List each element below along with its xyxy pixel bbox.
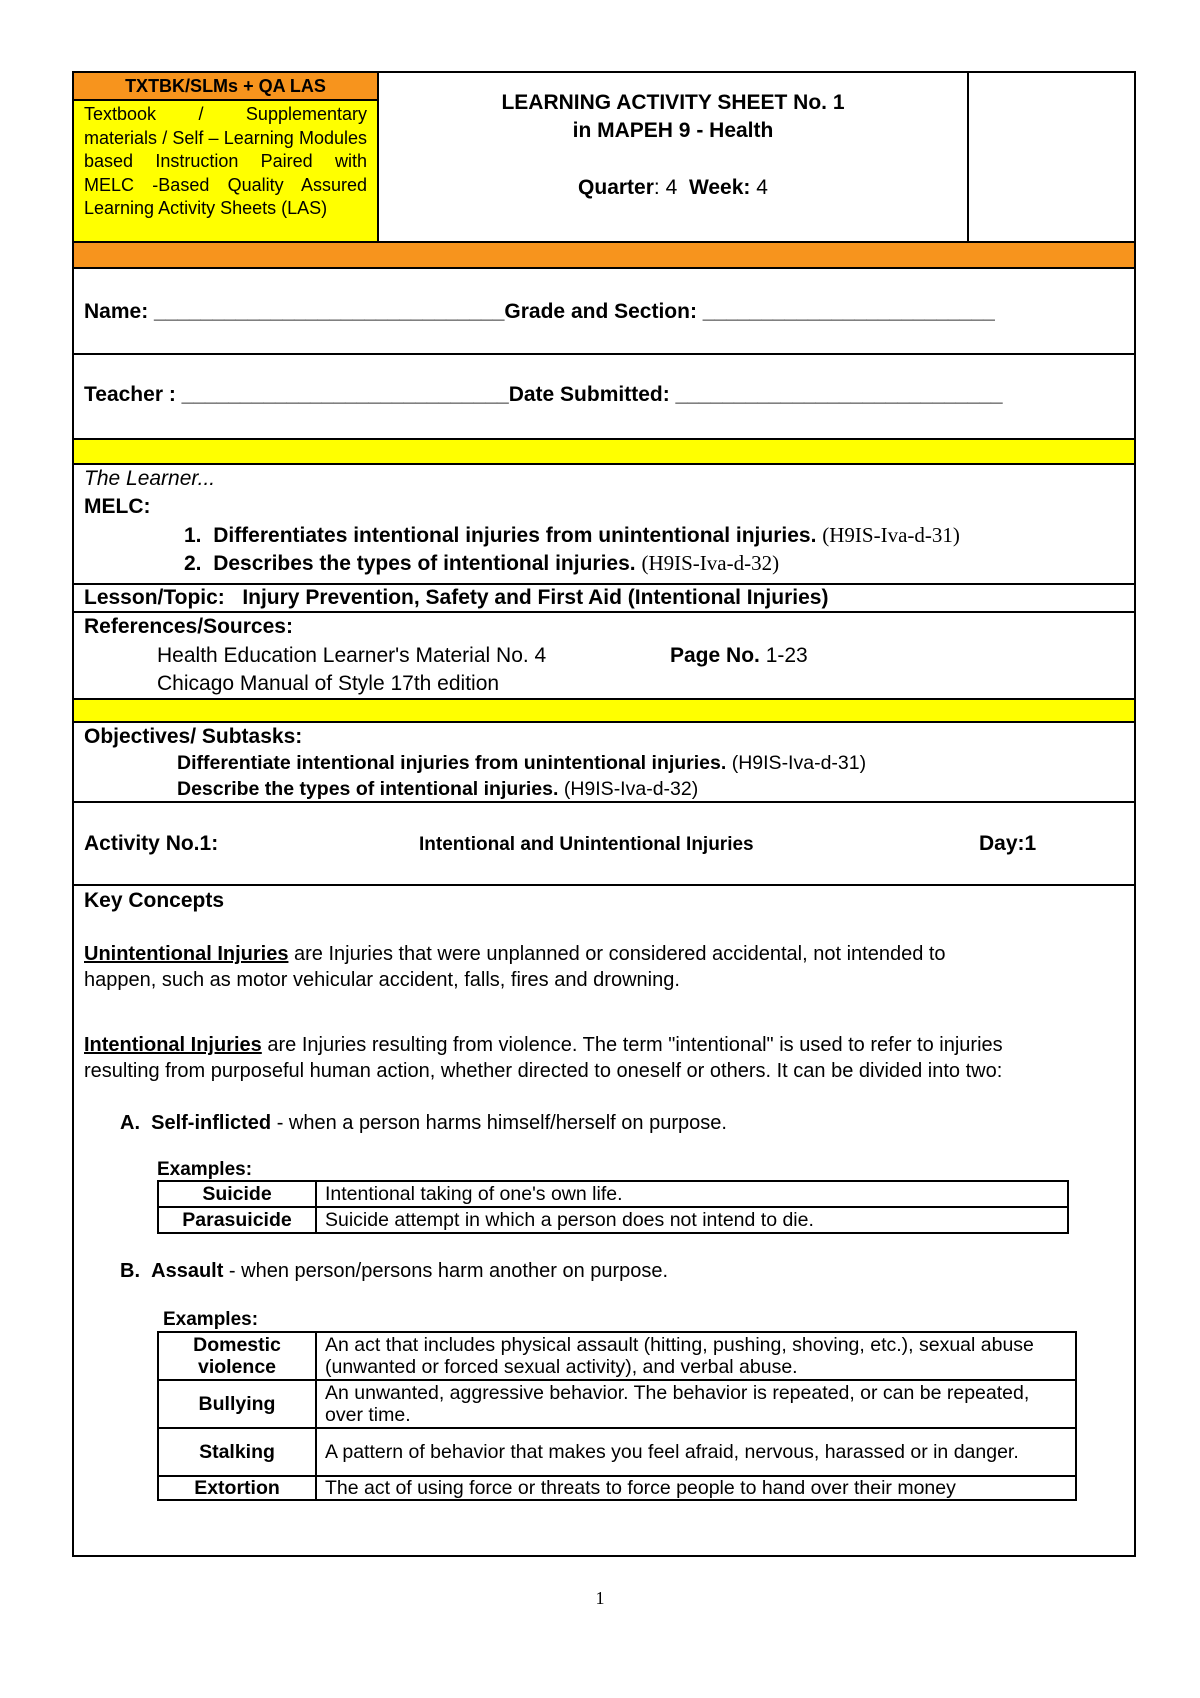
melc-item-1 — [184, 523, 960, 548]
header-title-cell — [379, 73, 969, 241]
table-row — [158, 1380, 1076, 1428]
name-row — [74, 269, 1134, 355]
sheet-subject: in MAPEH 9 - Health — [572, 119, 774, 142]
name-label: Name: — [84, 300, 155, 323]
section-a-examples-label: Examples: — [157, 1159, 253, 1180]
header-badge-cell — [74, 73, 379, 241]
activity-label: Activity No.1: — [84, 832, 219, 855]
melc-section — [74, 465, 1134, 585]
objectives-row — [74, 723, 1134, 803]
teacher-row — [74, 355, 1134, 440]
sheet-title: LEARNING ACTIVITY SHEET No. 1 — [501, 91, 845, 114]
page-value: 1-23 — [765, 644, 808, 667]
section-b-letter: B. — [120, 1260, 140, 1282]
key-concepts-section — [74, 886, 1134, 1557]
section-b-examples-label: Examples: — [163, 1309, 259, 1330]
activity-row — [74, 803, 1134, 886]
badge-title: TXTBK/SLMs + QA LAS — [74, 73, 377, 101]
quarter-week — [379, 176, 967, 200]
example-desc: Intentional taking of one's own life. — [316, 1181, 1068, 1207]
assault-examples-table — [157, 1331, 1077, 1501]
section-a-term: Self-inflicted — [151, 1112, 272, 1134]
unintentional-term: Unintentional Injuries — [84, 943, 289, 965]
table-row — [158, 1428, 1076, 1476]
teacher-field-line — [84, 383, 1003, 407]
unintentional-desc: are Injuries that were unplanned or considered accidental, not intended to — [288, 943, 946, 965]
lesson-label: Lesson/Topic: — [84, 586, 225, 609]
unintentional-definition-line1 — [84, 943, 946, 966]
section-b-heading — [120, 1260, 668, 1283]
objective-item-2 — [177, 778, 698, 801]
melc-item-code: (H9IS-Iva-d-31) — [822, 523, 960, 547]
teacher-blank[interactable]: ____________________________ — [181, 383, 509, 406]
intentional-term: Intentional Injuries — [84, 1034, 262, 1056]
objective-item-1 — [177, 752, 866, 775]
example-term: Parasuicide — [158, 1207, 316, 1233]
intentional-definition-line2: resulting from purposeful human action, whether directed to oneself or others. It can be divided into two: — [84, 1060, 1003, 1082]
objectives-label: Objectives/ Subtasks: — [84, 725, 303, 748]
name-blank[interactable]: ______________________________ — [154, 300, 505, 323]
example-desc: An unwanted, aggressive behavior. The behavior is repeated, or can be repeated, over time. — [316, 1380, 1076, 1428]
example-desc: The act of using force or threats to force people to hand over their money — [316, 1476, 1076, 1500]
date-submitted-label: Date Submitted: — [508, 383, 676, 406]
section-b-desc: - when person/persons harm another on purpose. — [223, 1260, 669, 1282]
melc-item-number: 2. — [184, 552, 202, 575]
yellow-divider-1 — [74, 440, 1134, 465]
activity-day: Day:1 — [979, 832, 1037, 855]
week-value: 4 — [756, 176, 768, 199]
objective-text: Describe the types of intentional injuries. — [177, 778, 559, 800]
intentional-definition-line1 — [84, 1034, 1003, 1057]
unintentional-definition-line2: happen, such as motor vehicular accident, falls, fires and drowning. — [84, 969, 680, 991]
example-desc: An act that includes physical assault (hitting, pushing, shoving, etc.), sexual abuse (unwanted or forced sexual activity), and verbal abuse. — [316, 1332, 1076, 1380]
objective-code: (H9IS-Iva-d-31) — [731, 752, 867, 774]
references-label: References/Sources: — [84, 615, 293, 638]
example-term: Stalking — [158, 1428, 316, 1476]
page-label: Page No. — [670, 644, 760, 667]
table-row — [158, 1181, 1068, 1207]
example-term: Bullying — [158, 1380, 316, 1428]
objective-text: Differentiate intentional injuries from unintentional injuries. — [177, 752, 727, 774]
grade-section-label: Grade and Section: — [504, 300, 703, 323]
section-a-letter: A. — [120, 1112, 140, 1134]
melc-item-number: 1. — [184, 524, 202, 547]
teacher-label: Teacher : — [84, 383, 182, 406]
lesson-topic-row — [74, 585, 1134, 613]
page-number: 1 — [595, 1588, 605, 1608]
section-b-term: Assault — [151, 1260, 224, 1282]
learner-label: The Learner... — [84, 467, 216, 490]
intentional-desc: are Injuries resulting from violence. The term "intentional" is used to refer to injuries — [261, 1034, 1003, 1056]
grade-section-blank[interactable]: _________________________ — [702, 300, 995, 323]
reference-2: Chicago Manual of Style 17th edition — [157, 672, 500, 695]
lesson-topic — [84, 586, 828, 610]
quarter-value: : 4 — [653, 176, 678, 199]
example-term: Suicide — [158, 1181, 316, 1207]
objective-code: (H9IS-Iva-d-32) — [563, 778, 699, 800]
name-field-line — [84, 300, 995, 324]
melc-item-2 — [184, 551, 779, 576]
section-a-heading — [120, 1112, 727, 1135]
header-row — [74, 73, 1134, 243]
week-label: Week: — [688, 176, 751, 199]
key-concepts-heading: Key Concepts — [84, 889, 225, 912]
quarter-label: Quarter — [578, 176, 654, 199]
table-row — [158, 1476, 1076, 1500]
references-row — [74, 613, 1134, 700]
activity-title: Intentional and Unintentional Injuries — [419, 834, 754, 855]
melc-item-text: Describes the types of intentional injuries. — [213, 552, 636, 575]
lesson-value: Injury Prevention, Safety and First Aid (Intentional Injuries) — [242, 586, 829, 609]
example-desc: Suicide attempt in which a person does not intend to die. — [316, 1207, 1068, 1233]
orange-divider — [74, 243, 1134, 269]
melc-item-text: Differentiates intentional injuries from unintentional injuries. — [213, 524, 817, 547]
melc-label: MELC: — [84, 495, 151, 518]
table-row — [158, 1207, 1068, 1233]
example-term: Extortion — [158, 1476, 316, 1500]
example-desc: A pattern of behavior that makes you feel afraid, nervous, harassed or in danger. — [316, 1428, 1076, 1476]
date-submitted-blank[interactable]: ____________________________ — [675, 383, 1003, 406]
section-a-desc: - when a person harms himself/herself on purpose. — [271, 1112, 727, 1134]
example-term: Domestic violence — [158, 1332, 316, 1380]
badge-description: Textbook / Supplementary materials / Self – Learning Modules based Instruction Paired with MELC -Based Quality Assured Learning Activity Sheets (LAS) — [74, 101, 377, 241]
activity-sheet — [72, 71, 1136, 1557]
page-number-ref — [670, 644, 808, 668]
melc-item-code: (H9IS-Iva-d-32) — [641, 551, 780, 575]
self-inflicted-examples-table — [157, 1180, 1069, 1234]
yellow-divider-2 — [74, 700, 1134, 723]
reference-1: Health Education Learner's Material No. 4 — [157, 644, 547, 667]
table-row — [158, 1332, 1076, 1380]
